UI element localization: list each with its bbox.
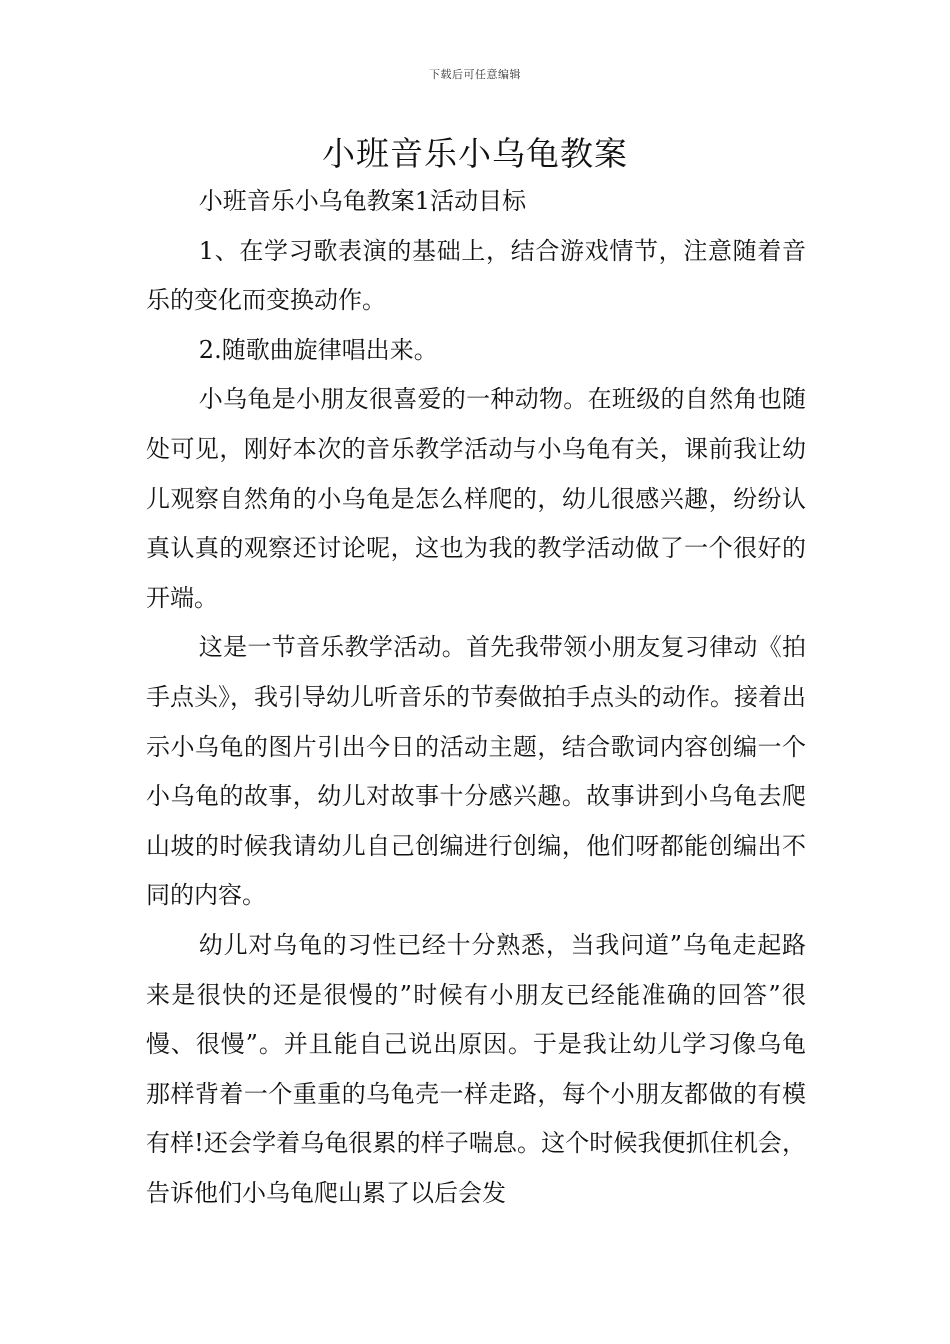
document-title: 小班音乐小乌龟教案 (322, 134, 628, 173)
paragraph-body: 小乌龟是小朋友很喜爱的一种动物。在班级的自然角也随处可见，刚好本次的音乐教学活动与小乌龟有关，课前我让幼儿观察自然角的小乌龟是怎么样爬的，幼儿很感兴趣，纷纷认真认真的观察还讨论呢，这也为我的教学活动做了一个很好的开端。 (146, 385, 806, 612)
header-note: 下载后可任意编辑 (429, 68, 521, 81)
paragraph-body: 这是一节音乐教学活动。首先我带领小朋友复习律动《拍手点头》，我引导幼儿听音乐的节奏做拍手点头的动作。接着出示小乌龟的图片引出今日的活动主题，结合歌词内容创编一个小乌龟的故事，幼儿对故事十分感兴趣。故事讲到小乌龟去爬山坡的时候我请幼儿自己创编进行创编，他们呀都能创编出不同的内容。 (146, 633, 806, 910)
paragraph-section-heading: 小班音乐小乌龟教案1活动目标 (198, 187, 527, 215)
paragraph-goal-1: 1、在学习歌表演的基础上，结合游戏情节，注意随着音乐的变化而变换动作。 (146, 236, 806, 315)
paragraph-goal-2: 2.随歌曲旋律唱出来。 (198, 335, 438, 364)
document-body (146, 177, 806, 1218)
paragraph-body: 幼儿对乌龟的习性已经十分熟悉，当我问道”乌龟走起路来是很快的还是很慢的”时候有小朋友已经能准确的回答”很慢、很慢”。并且能自己说出原因。于是我让幼儿学习像乌龟那样背着一个重重的乌龟壳一样走路，每个小朋友都做的有模有样!还会学着乌龟很累的样子喘息。这个时候我便抓住机会，告诉他们小乌龟爬山累了以后会发 (146, 930, 806, 1207)
